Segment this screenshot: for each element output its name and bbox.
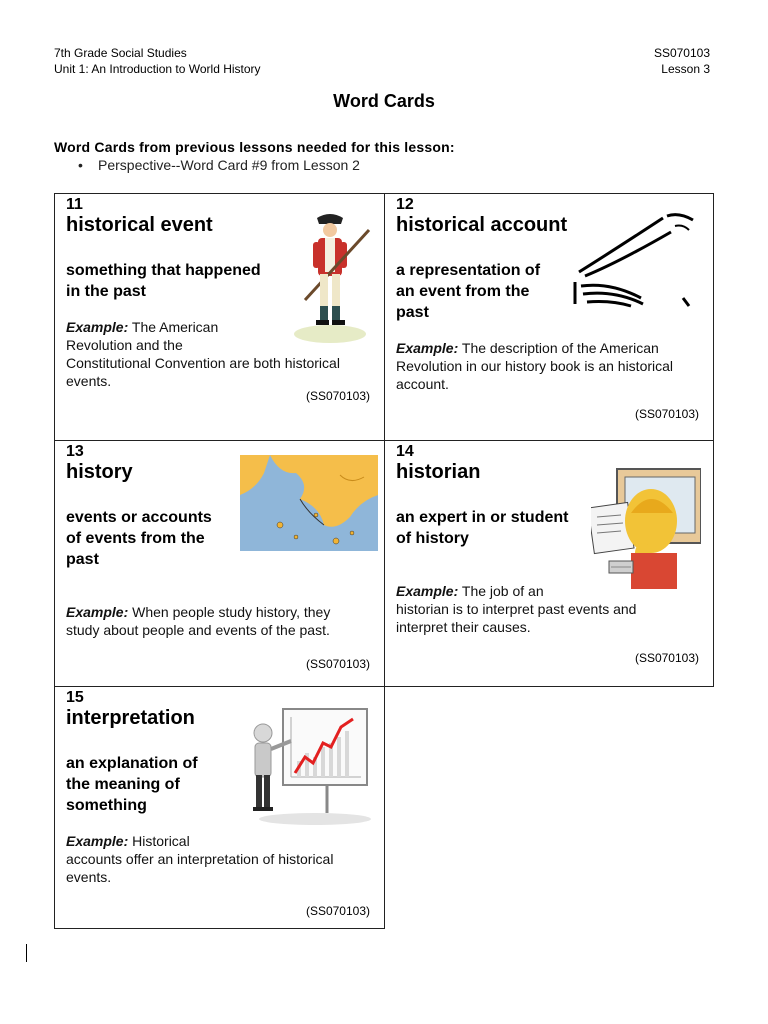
word-card-12 <box>384 193 714 441</box>
card-code: (SS070103) <box>305 389 370 403</box>
card-code: (SS070103) <box>634 407 699 421</box>
example-label: Example: <box>66 319 129 335</box>
example-label: Example: <box>396 583 459 599</box>
card-term: historian <box>396 461 481 483</box>
card-number: 12 <box>396 196 414 213</box>
list-item: • Perspective--Word Card #9 from Lesson 2 <box>78 157 360 173</box>
course-name: 7th Grade Social Studies <box>54 46 187 60</box>
card-example <box>66 603 330 639</box>
card-code: (SS070103) <box>305 657 370 671</box>
card-term: interpretation <box>66 707 195 729</box>
card-number: 11 <box>66 196 83 213</box>
card-example: Example: Historical accounts offer an interpretation of historical events. <box>66 833 334 885</box>
previous-cards-heading: Word Cards from previous lessons needed for this lesson: <box>54 139 455 155</box>
document-code: SS070103 <box>653 46 710 60</box>
card-example: Example: The job of an historian is to interpret past events and interpret their causes. <box>396 583 637 635</box>
card-term: historical event <box>66 214 213 236</box>
card-code: (SS070103) <box>305 904 370 918</box>
bullet-icon: • <box>78 157 83 173</box>
text-cursor <box>26 944 27 962</box>
lesson-number: Lesson 3 <box>661 62 710 76</box>
word-card-14 <box>384 440 714 687</box>
card-definition: something that happened in the past <box>66 262 261 300</box>
word-card-11 <box>54 193 385 441</box>
ancient-map <box>240 455 378 551</box>
card-example: Example: The description of the American Revolution in our history book is an historical account. <box>396 340 674 392</box>
unit-name: Unit 1: An Introduction to World History <box>54 62 261 76</box>
example-line-2: study about people and events of the past. <box>66 622 330 638</box>
previous-cards-list <box>78 157 360 173</box>
card-code: (SS070103) <box>634 651 699 665</box>
example-label: Example: <box>66 604 129 620</box>
card-definition: a representation of an event from the past <box>396 262 541 321</box>
card-definition: an expert in or student of history <box>396 509 569 547</box>
card-number: 13 <box>66 443 84 460</box>
document-header-right <box>654 45 710 77</box>
example-label: Example: <box>66 833 129 849</box>
card-term: history <box>66 461 133 483</box>
card-number: 14 <box>396 443 414 460</box>
open-book-sketch <box>571 212 701 308</box>
example-label: Example: <box>396 340 459 356</box>
card-number: 15 <box>66 689 84 706</box>
card-definition: events or accounts of events from the past <box>66 509 212 568</box>
card-term: historical account <box>396 214 568 236</box>
card-definition: an explanation of the meaning of something <box>66 755 198 814</box>
example-line-1: When people study history, they <box>128 604 331 620</box>
word-card-15 <box>54 686 385 929</box>
researcher-at-computer-cartoon <box>591 461 701 589</box>
card-example: Example: The American Revolution and the Constitutional Convention are both historical events. <box>66 319 340 389</box>
revolutionary-soldier-illustration <box>285 210 375 344</box>
page-title: Word Cards <box>333 91 435 111</box>
presenter-with-chart <box>243 703 373 829</box>
word-card-13 <box>54 440 385 687</box>
document-header-left <box>54 45 261 77</box>
